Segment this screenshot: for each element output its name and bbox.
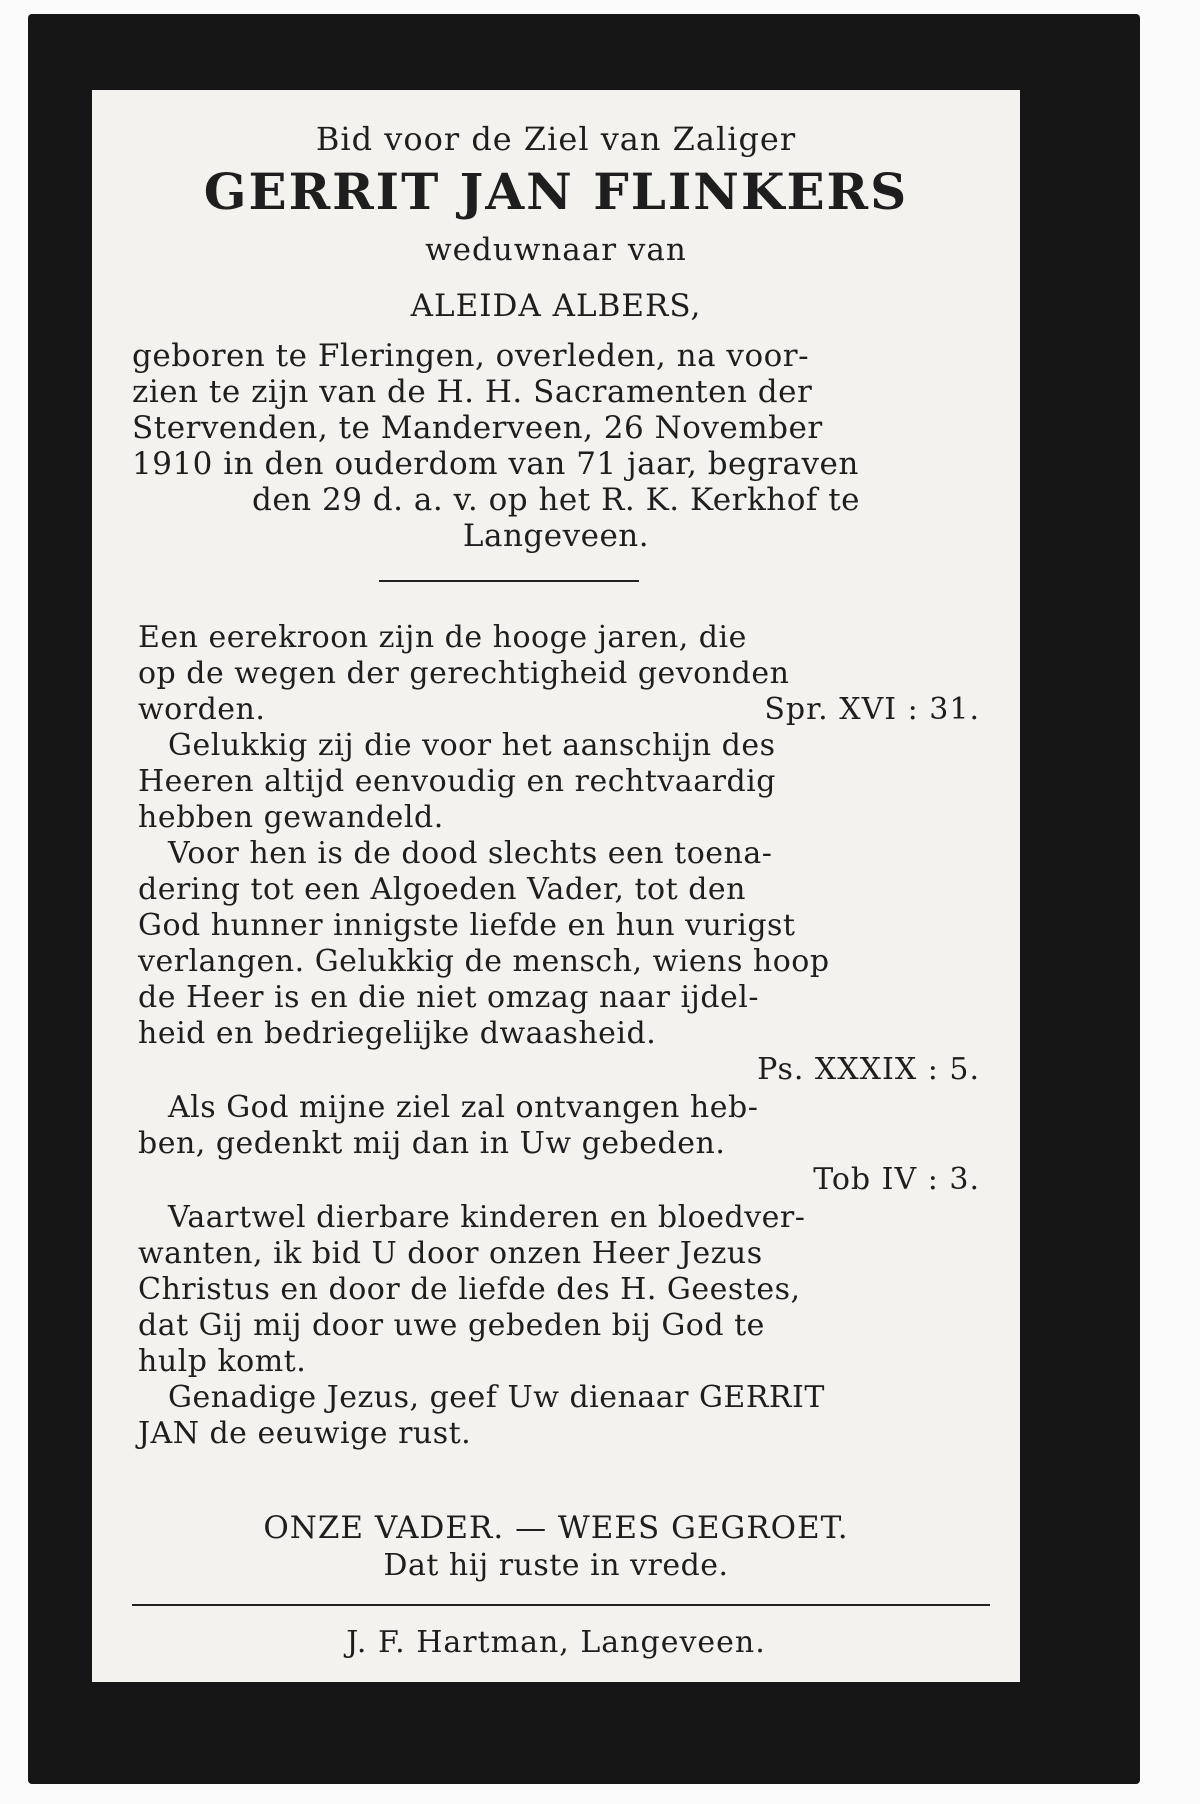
text-line: Als God mijne ziel zal ontvangen heb- xyxy=(168,1090,759,1125)
divider xyxy=(379,580,639,582)
text-line: op de wegen der gerechtigheid gevonden xyxy=(138,656,790,691)
text-line: Heeren altijd eenvoudig en rechtvaardig xyxy=(138,764,776,799)
scripture-ref: Ps. XXXIX : 5. xyxy=(757,1052,980,1087)
scripture-ref: Spr. XVI : 31. xyxy=(764,692,980,727)
rest-line: Dat hij ruste in vrede. xyxy=(383,1548,729,1583)
text-line: heid en bedriegelijke dwaasheid. xyxy=(138,1016,657,1051)
text-line: God hunner innigste liefde en hun vurigst xyxy=(138,908,796,943)
bio-line: Stervenden, te Manderveen, 26 November xyxy=(132,410,823,446)
text-line: hebben gewandeld. xyxy=(138,800,444,835)
text-line: JAN de eeuwige rust. xyxy=(138,1416,472,1451)
text-line: hulp komt. xyxy=(138,1344,307,1379)
closing-prayer: ONZE VADER. — WEES GEGROET. xyxy=(263,1510,849,1546)
printer-credit: J. F. Hartman, Langeveen. xyxy=(346,1625,766,1660)
text-line: Een eerekroon zijn de hooge jaren, die xyxy=(138,620,747,655)
bio-line: 1910 in den ouderdom van 71 jaar, begraven xyxy=(132,446,859,482)
text-line: dat Gij mij door uwe gebeden bij God te xyxy=(138,1308,765,1343)
deceased-name: GERRIT JAN FLINKERS xyxy=(203,162,909,221)
scripture-ref: Tob IV : 3. xyxy=(813,1162,980,1197)
bio-line: den 29 d. a. v. op het R. K. Kerkhof te xyxy=(251,482,861,518)
memorial-card xyxy=(92,90,1020,1682)
text-line: Christus en door de liefde des H. Geestes, xyxy=(138,1272,801,1307)
text-line: wanten, ik bid U door onzen Heer Jezus xyxy=(138,1236,763,1271)
bio-line: geboren te Fleringen, overleden, na voor- xyxy=(132,338,810,374)
bio-line: zien te zijn van de H. H. Sacramenten der xyxy=(132,374,813,410)
text-line: Gelukkig zij die voor het aanschijn des xyxy=(168,728,776,763)
footer-rule xyxy=(132,1604,990,1606)
bio-line: Langeveen. xyxy=(462,518,650,554)
prayer-line: Bid voor de Ziel van Zaliger xyxy=(315,120,797,158)
text-line: Vaartwel dierbare kinderen en bloedver- xyxy=(168,1200,806,1235)
text-line: dering tot een Algoeden Vader, tot den xyxy=(138,872,746,907)
text-line: Voor hen is de dood slechts een toena- xyxy=(168,836,773,871)
text-line: verlangen. Gelukkig de mensch, wiens hoop xyxy=(138,944,830,979)
text-line: de Heer is en die niet omzag naar ijdel- xyxy=(138,980,760,1015)
text-line: ben, gedenkt mij dan in Uw gebeden. xyxy=(138,1126,726,1161)
text-line: Genadige Jezus, geef Uw dienaar GERRIT xyxy=(168,1380,825,1415)
spouse-name: ALEIDA ALBERS, xyxy=(410,288,702,324)
text-line: worden. xyxy=(138,692,266,727)
widower-line: weduwnaar van xyxy=(425,232,687,268)
